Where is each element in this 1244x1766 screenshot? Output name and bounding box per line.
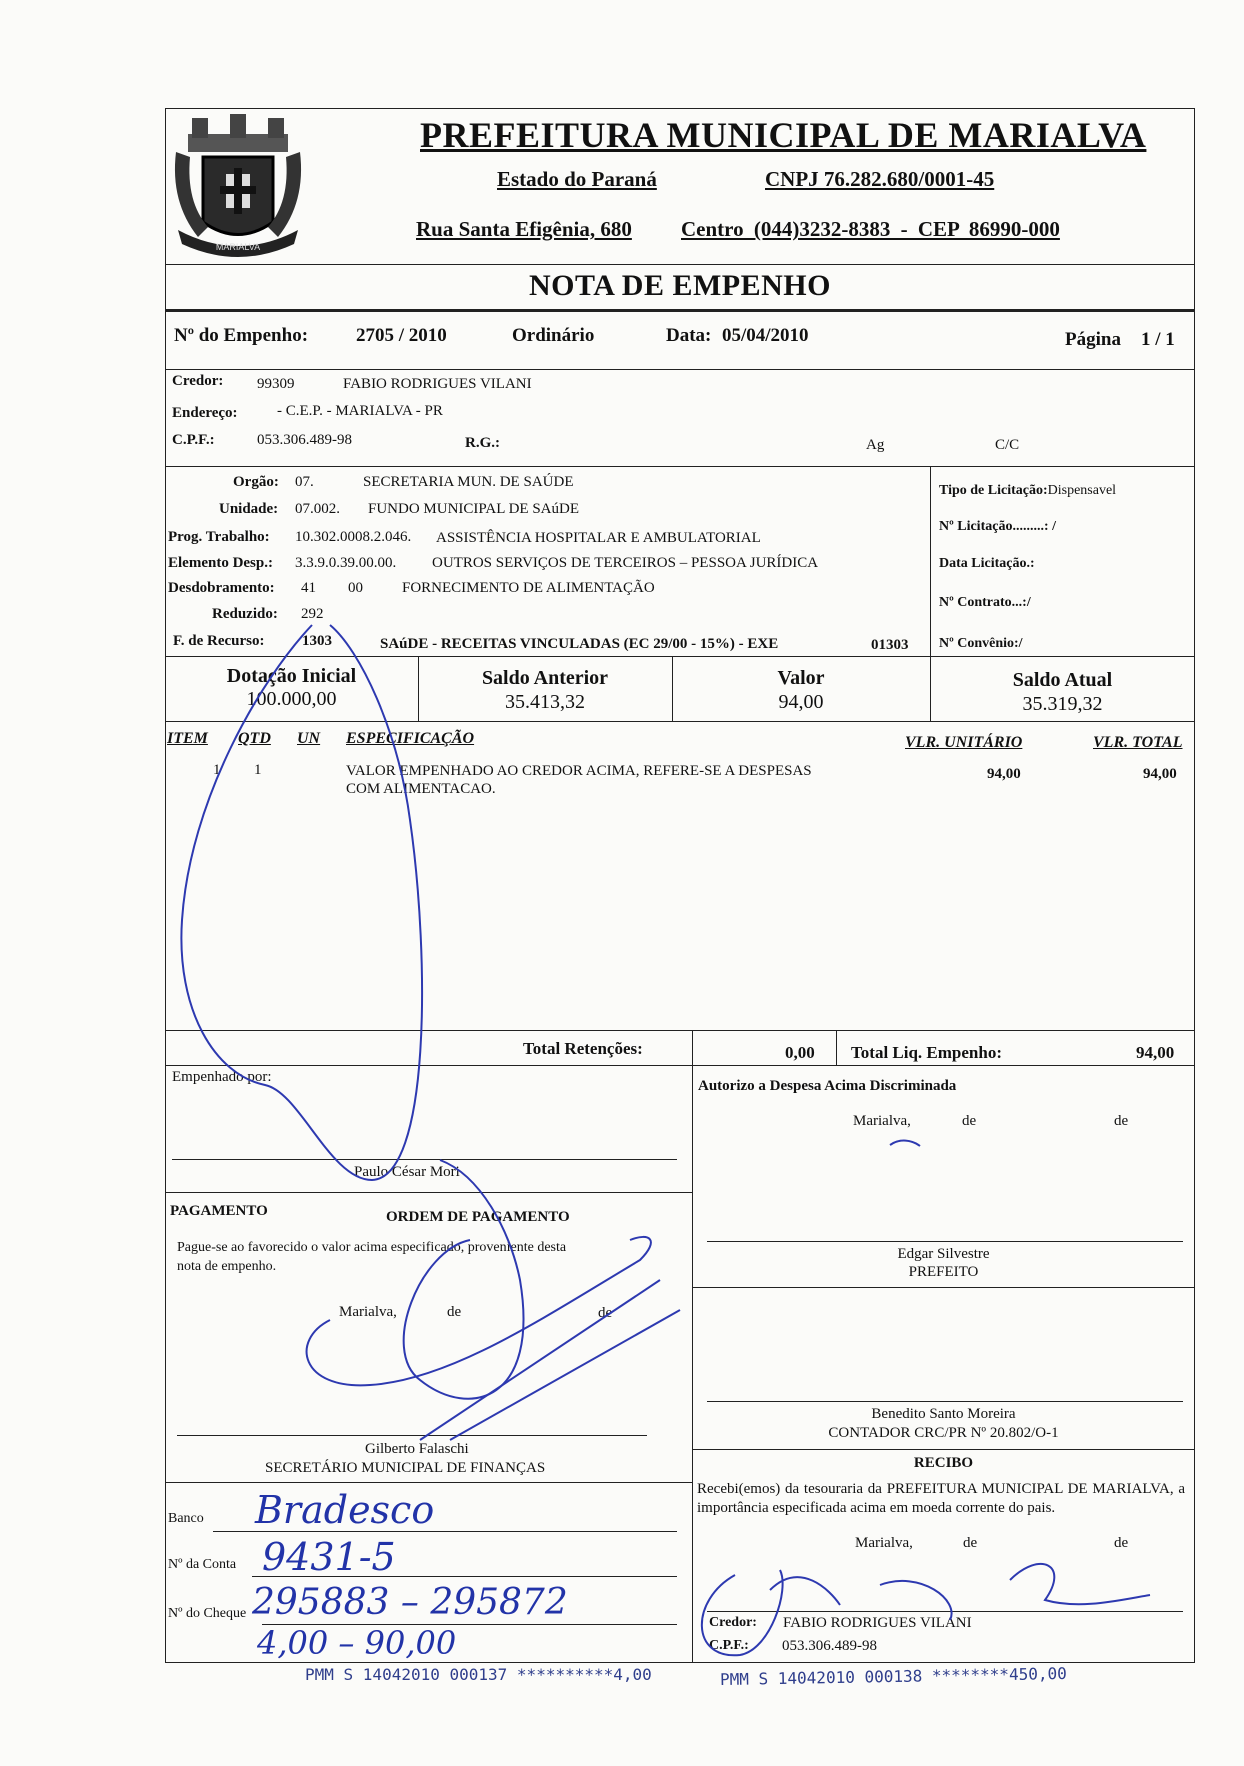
saldo-anterior-label: Saldo Anterior: [481, 667, 609, 689]
autorizo-de-1: de: [962, 1113, 977, 1129]
elemento-code: 3.3.9.0.39.00.00.: [295, 555, 397, 571]
seal-text: MARIALVA: [215, 242, 261, 252]
empenho-date: 05/04/2010: [722, 325, 809, 346]
row-total-value: 94,00: [1143, 766, 1177, 782]
recibo-de-2: de: [1114, 1535, 1129, 1551]
dotacao-value: 100.000,00: [246, 688, 337, 710]
saldo-atual-value: 35.319,32: [1022, 693, 1103, 715]
banco-label: Banco: [168, 1511, 204, 1526]
col-unit-value: VLR. UNITÁRIO: [905, 734, 1023, 751]
cnpj-label: CNPJ 76.282.680/0001-45: [765, 167, 995, 191]
elemento-label: Elemento Desp.:: [168, 555, 273, 571]
pagamento-city: Marialva,: [339, 1304, 397, 1320]
bank-stamp-left: PMM S 14042010 000137 **********4,00: [305, 1665, 652, 1684]
licitacao-type: Dispensavel: [1047, 483, 1117, 498]
credor-cpf: 053.306.489-98: [257, 432, 352, 448]
agency-label: Ag: [866, 437, 885, 453]
credor-code: 99309: [257, 376, 295, 392]
cpf-label: C.P.F.:: [172, 432, 215, 448]
unidade-label: Unidade:: [219, 501, 279, 517]
col-un: UN: [297, 730, 321, 747]
pagamento-de-2: de: [598, 1305, 613, 1321]
unidade-code: 07.002.: [295, 501, 340, 517]
document-title: NOTA DE EMPENHO: [529, 269, 831, 302]
liquido-value: 94,00: [1136, 1043, 1175, 1062]
banco-value: Bradesco: [255, 1488, 435, 1532]
credor-address: - C.E.P. - MARIALVA - PR: [277, 403, 443, 419]
col-total-value: VLR. TOTAL: [1093, 734, 1183, 751]
cheque-amounts: 4,00 – 90,00: [257, 1624, 457, 1662]
conta-label: Nº da Conta: [168, 1557, 237, 1572]
row-unit-value: 94,00: [987, 766, 1021, 782]
saldo-anterior-value: 35.413,32: [505, 691, 585, 713]
desdobramento-code-2: 00: [348, 580, 363, 596]
saldo-atual-label: Saldo Atual: [1012, 669, 1113, 691]
licitacao-type-label: Tipo de Licitação:Dispensavel: [939, 483, 1117, 498]
ordem-pagamento-label: ORDEM DE PAGAMENTO: [386, 1209, 570, 1225]
orgao-label: Orgão:: [233, 474, 279, 490]
reduzido-label: Reduzido:: [212, 606, 278, 622]
recibo-city: Marialva,: [855, 1535, 913, 1551]
col-spec: ESPECIFICAÇÃO: [346, 730, 475, 747]
reduzido-value: 292: [301, 606, 324, 622]
contador-title: CONTADOR CRC/PR Nº 20.802/O-1: [828, 1425, 1059, 1441]
secretario-title: SECRETÁRIO MUNICIPAL DE FINANÇAS: [265, 1460, 546, 1476]
row-spec-line-2: COM ALIMENTACAO.: [346, 781, 496, 797]
recibo-label: RECIBO: [913, 1455, 974, 1471]
licitacao-number: Nº Licitação.........: /: [939, 519, 1056, 534]
empenho-type: Ordinário: [512, 325, 595, 346]
licitacao-date: Data Licitação.:: [939, 556, 1035, 571]
autorizo-city: Marialva,: [853, 1113, 911, 1129]
page-number: 1 / 1: [1141, 329, 1175, 350]
recurso-code: 1303: [302, 633, 332, 649]
recurso-name: SAúDE - RECEITAS VINCULADAS (EC 29/00 - 15%) - EXE: [380, 636, 779, 652]
retencoes-label: Total Retenções:: [523, 1039, 643, 1058]
recurso-code-2: 01303: [871, 637, 909, 653]
prefeito-name: Edgar Silvestre: [897, 1246, 990, 1262]
rg-label: R.G.:: [465, 435, 500, 451]
retencoes-value: 0,00: [785, 1043, 815, 1062]
cheque-value: 295883 – 295872: [252, 1582, 568, 1623]
prog-name: ASSISTÊNCIA HOSPITALAR E AMBULATORIAL: [436, 530, 761, 546]
pagamento-label: PAGAMENTO: [170, 1203, 268, 1219]
pague-line-1: Pague-se ao favorecido o valor acima especificado, proveniente desta: [177, 1240, 567, 1255]
row-qtd: 1: [254, 762, 262, 778]
empenho-number-label: Nº do Empenho:: [174, 325, 309, 346]
prog-code: 10.302.0008.2.046.: [295, 529, 412, 545]
orgao-code: 07.: [295, 474, 314, 490]
desdobramento-label: Desdobramento:: [168, 580, 275, 596]
col-qtd: QTD: [238, 730, 271, 747]
account-label: C/C: [995, 437, 1020, 453]
orgao-name: SECRETARIA MUN. DE SAÚDE: [363, 474, 574, 490]
autorizo-de-2: de: [1114, 1113, 1129, 1129]
municipality-title: PREFEITURA MUNICIPAL DE MARIALVA: [420, 115, 1147, 155]
row-spec-line-1: VALOR EMPENHADO AO CREDOR ACIMA, REFERE-SE A DESPESAS: [346, 763, 812, 779]
row-item: 1: [213, 762, 221, 778]
page-label: Página: [1065, 329, 1121, 350]
recibo-credor-label: Credor:: [709, 1615, 757, 1630]
secretario-name: Gilberto Falaschi: [365, 1441, 469, 1457]
empenho-number: 2705 / 2010: [356, 325, 447, 346]
convenio-number: Nº Convênio:/: [939, 636, 1023, 651]
valor-value: 94,00: [778, 691, 824, 713]
dotacao-label: Dotação Inicial: [226, 665, 357, 687]
valor-label: Valor: [777, 667, 825, 689]
bank-stamp-right: PMM S 14042010 000138 ********450,00: [719, 1663, 1067, 1690]
contador-name: Benedito Santo Moreira: [871, 1406, 1016, 1422]
conta-value: 9431-5: [262, 1535, 396, 1579]
elemento-name: OUTROS SERVIÇOS DE TERCEIROS – PESSOA JURÍDICA: [432, 555, 819, 571]
unidade-name: FUNDO MUNICIPAL DE SAúDE: [368, 501, 579, 517]
recibo-credor-name: FABIO RODRIGUES VILANI: [783, 1615, 972, 1631]
prog-label: Prog. Trabalho:: [168, 529, 270, 545]
liquido-label: Total Liq. Empenho:: [851, 1043, 1002, 1062]
recibo-cpf-label: C.P.F.:: [709, 1638, 749, 1653]
pague-line-2: nota de empenho.: [177, 1259, 277, 1274]
desdobramento-name: FORNECIMENTO DE ALIMENTAÇÃO: [402, 580, 655, 596]
contract-number: Nº Contrato...:/: [939, 595, 1031, 610]
col-item: ITEM: [167, 730, 208, 747]
prefeito-title: PREFEITO: [908, 1264, 979, 1280]
empenhado-name: Paulo César Mori: [354, 1164, 460, 1180]
contact-address: Centro (044)3232-8383 - CEP 86990-000: [681, 217, 1060, 241]
recibo-de-1: de: [963, 1535, 978, 1551]
recibo-text: Recebi(emos) da tesouraria da PREFEITURA MUNICIPAL DE MARIALVA, a importância especificada acima em moeda corrente do pais.: [697, 1481, 1185, 1516]
recurso-label: F. de Recurso:: [173, 633, 265, 649]
empenho-date-label: Data:: [666, 325, 712, 346]
pagamento-de-1: de: [447, 1304, 462, 1320]
street-address: Rua Santa Efigênia, 680: [416, 217, 632, 241]
credor-name: FABIO RODRIGUES VILANI: [343, 376, 532, 392]
address-label: Endereço:: [172, 405, 238, 421]
desdobramento-code-1: 41: [301, 580, 316, 596]
recibo-cpf: 053.306.489-98: [782, 1638, 877, 1654]
cheque-label: Nº do Cheque: [168, 1606, 247, 1621]
empenhado-label: Empenhado por:: [172, 1069, 272, 1085]
state-label: Estado do Paraná: [497, 167, 657, 191]
autorizo-label: Autorizo a Despesa Acima Discriminada: [698, 1078, 957, 1094]
credor-label: Credor:: [172, 373, 224, 389]
